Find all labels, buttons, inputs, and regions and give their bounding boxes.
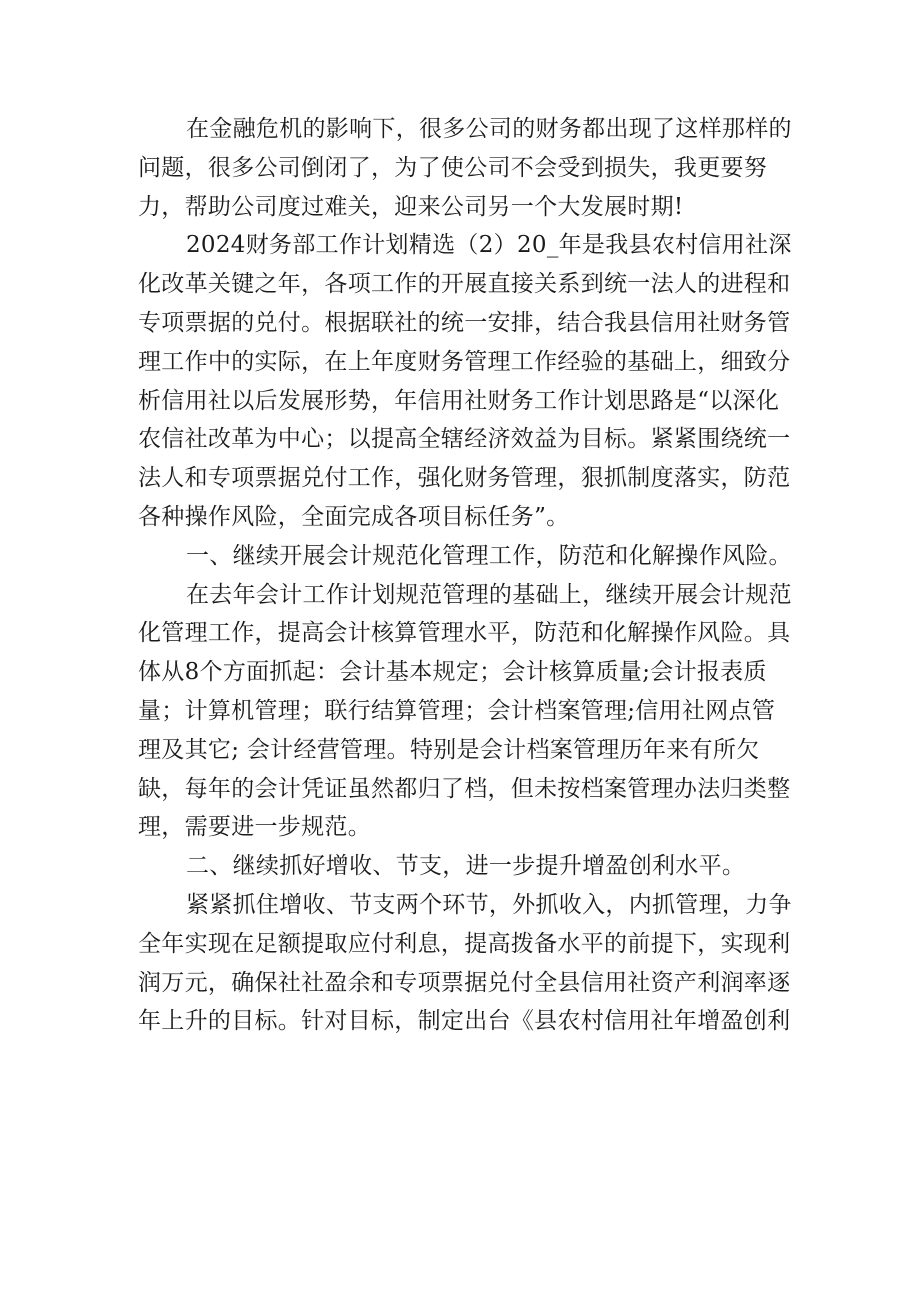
heading-section-two: 二、继续抓好增收、节支，进一步提升增盈创利水平。 [186,853,746,880]
paragraph-revenue-expense: 紧紧抓住增收、节支两个环节，外抓收入，内抓管理，力争全年实现在足额提取应付利息，提高拨备水平的前提下，实现利润万元，确保社社盈余和专项票据兑付全县信用社资产利润率逐年上升的目标。针对目标，制定出台《县农村信用社年增盈创利 [138,891,792,1035]
paragraph-work-plan-intro: 2024财务部工作计划精选（2）20_年是我县农村信用社深化改革关键之年，各项工作的开展直接关系到统一法人的进程和专项票据的兑付。根据联社的统一安排，结合我县信用社财务管理工作中的实际，在上年度财务管理工作经验的基础上，细致分析信用社以后发展形势，年信用社财务工作计划思路是“以深化农信社改革为中心；以提高全辖经济效益为目标。紧紧围绕统一法人和专项票据兑付工作，强化财务管理，狠抓制度落实，防范各种操作风险，全面完成各项目标任务”。 [138,232,792,530]
heading-section-one: 一、继续开展会计规范化管理工作，防范和化解操作风险。 [186,542,792,569]
document-body [138,110,798,1041]
paragraph-financial-crisis: 在金融危机的影响下，很多公司的财务都出现了这样那样的问题，很多公司倒闭了，为了使公司不会受到损失，我更要努力，帮助公司度过难关，迎来公司另一个大发展时期! [138,116,792,220]
paragraph-accounting-standardization: 在去年会计工作计划规范管理的基础上，继续开展会计规范化管理工作，提高会计核算管理水平，防范和化解操作风险。具体从8个方面抓起：会计基本规定；会计核算质量;会计报表质量；计算机管理；联行结算管理；会计档案管理;信用社网点管理及其它; 会计经营管理。特别是会计档案管理历年来有所欠缺，每年的会计凭证虽然都归了档，但未按档案管理办法归类整理，需要进一步规范。 [138,581,792,841]
